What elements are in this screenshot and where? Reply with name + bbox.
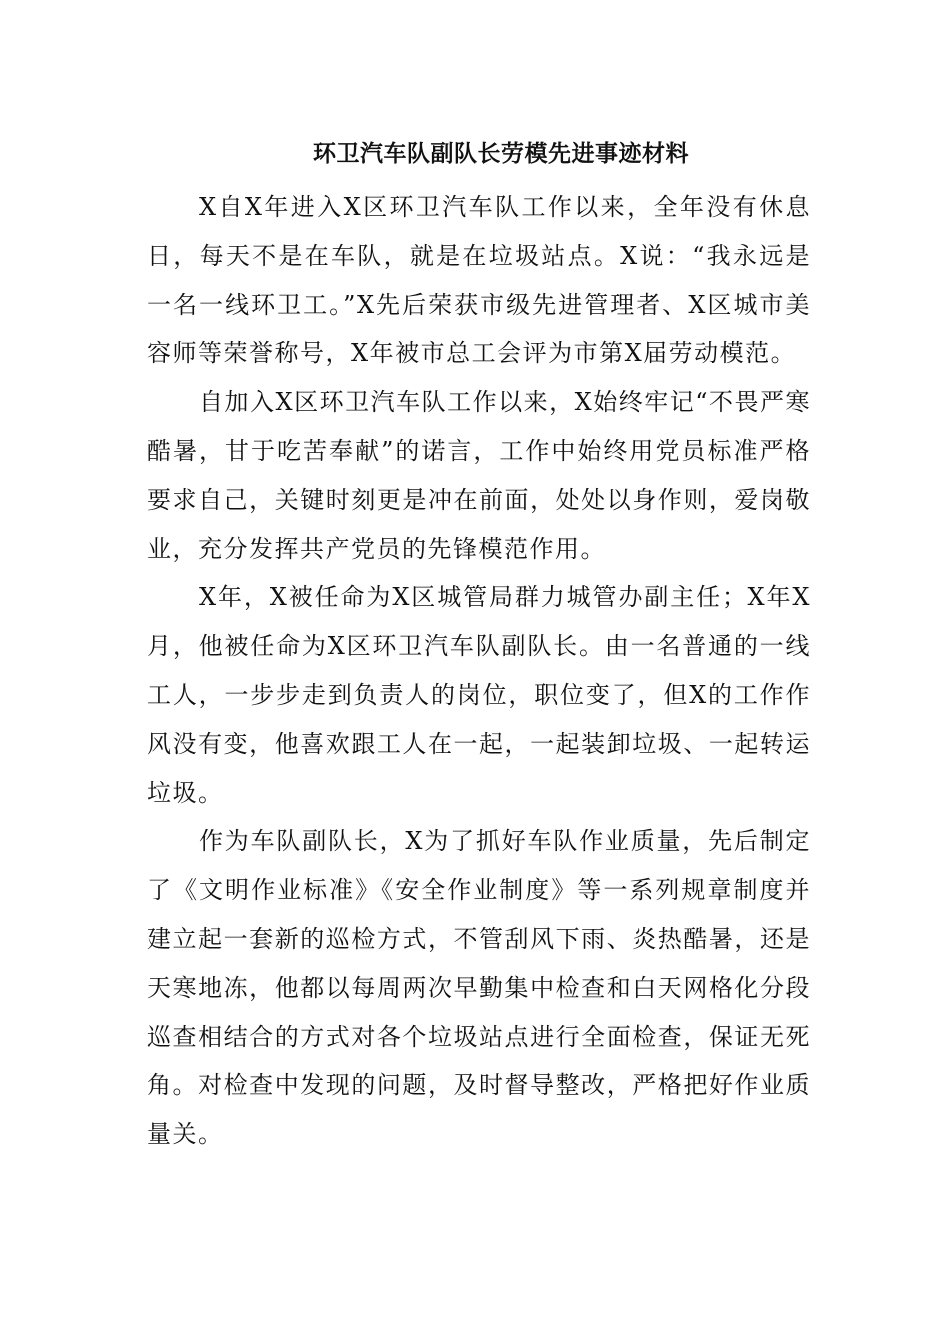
paragraph-2: 自加入X区环卫汽车队工作以来，X始终牢记“不畏严寒酷暑，甘于吃苦奉献”的诺言，工作中始终用党员标准严格要求自己，关键时刻更是冲在前面，处处以身作则，爱岗敬业，充分发挥共产党员的先锋模范作用。 (147, 388, 811, 563)
paragraph-3: X年，X被任命为X区城管局群力城管办副主任；X年X月，他被任命为X区环卫汽车队副队长。由一名普通的一线工人，一步步走到负责人的岗位，职位变了，但X的工作作风没有变，他喜欢跟工人在一起，一起装卸垃圾、一起转运垃圾。 (147, 583, 811, 807)
paragraph-1: X自X年进入X区环卫汽车队工作以来，全年没有休息日，每天不是在车队，就是在垃圾站点。X说：“我永远是一名一线环卫工。”X先后荣获市级先进管理者、X区城市美容师等荣誉称号，X年被市总工会评为市第X届劳动模范。 (147, 193, 811, 368)
paragraph-4: 作为车队副队长，X为了抓好车队作业质量，先后制定了《文明作业标准》《安全作业制度》等一系列规章制度并建立起一套新的巡检方式，不管刮风下雨、炎热酷暑，还是天寒地冻，他都以每周两次早勤集中检查和白天网格化分段巡查相结合的方式对各个垃圾站点进行全面检查，保证无死角。对检查中发现的问题，及时督导整改，严格把好作业质量关。 (147, 827, 811, 1149)
document-body (147, 183, 811, 1159)
document-title: 环卫汽车队副队长劳模先进事迹材料 (313, 141, 689, 167)
